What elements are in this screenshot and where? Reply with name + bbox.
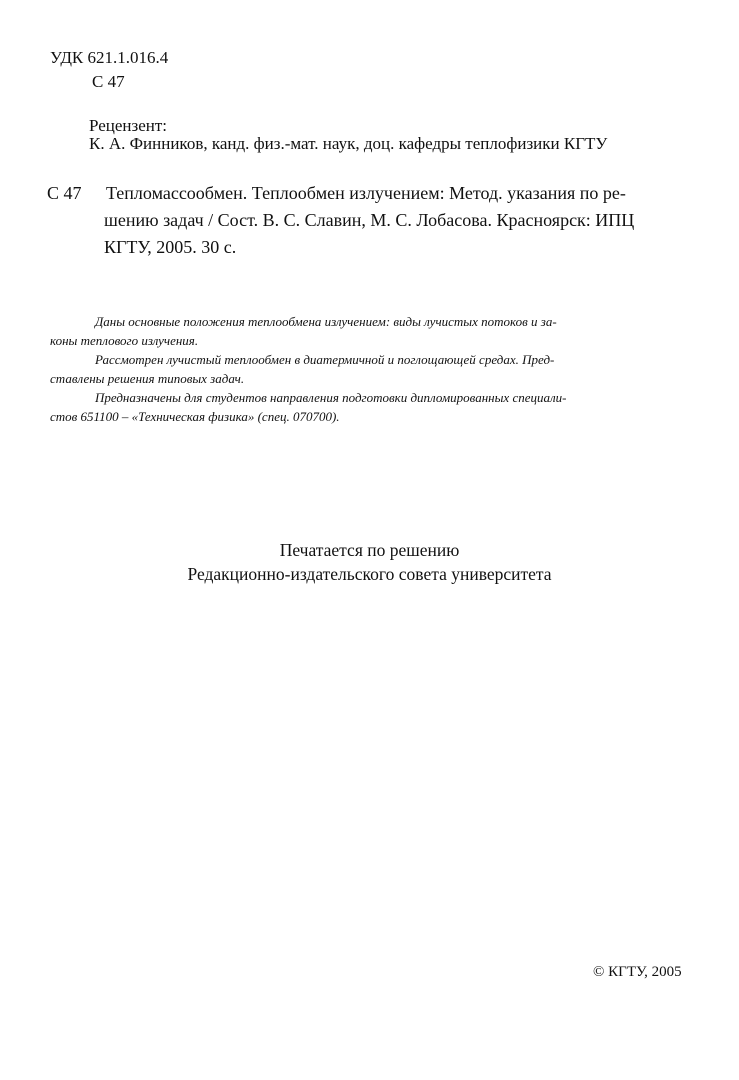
copyright: © КГТУ, 2005 — [593, 964, 682, 980]
reviewer-label: Рецензент: — [89, 116, 168, 135]
imprint-line-2: Редакционно-издательского совета университета — [187, 564, 552, 584]
abstract-line: коны теплового излучения. — [50, 333, 199, 348]
abstract-line: Рассмотрен лучистый теплообмен в диатермичной и поглощающей средах. Пред- — [95, 352, 555, 367]
author-code: С 47 — [92, 72, 125, 91]
abstract-line: Предназначены для студентов направления подготовки дипломированных специали- — [95, 390, 567, 405]
abstract-line: стов 651100 – «Техническая физика» (спец. 070700). — [50, 409, 340, 424]
bibliographic-cipher: С 47 — [47, 183, 82, 203]
bibliographic-line: Тепломассообмен. Теплообмен излучением: Метод. указания по ре- — [106, 183, 626, 203]
abstract-line: ставлены решения типовых задач. — [50, 371, 245, 386]
udk-index: УДК 621.1.016.4 — [50, 48, 169, 67]
abstract-line: Даны основные положения теплообмена излучением: виды лучистых потоков и за- — [95, 314, 557, 329]
reviewer-text: К. А. Финников, канд. физ.-мат. наук, доц. кафедры теплофизики КГТУ — [89, 134, 608, 153]
imprint-line-1: Печатается по решению — [279, 540, 460, 560]
bibliographic-line: шению задач / Сост. В. С. Славин, М. С. Лобасова. Красноярск: ИПЦ — [104, 210, 635, 230]
bibliographic-line: КГТУ, 2005. 30 с. — [104, 237, 237, 257]
